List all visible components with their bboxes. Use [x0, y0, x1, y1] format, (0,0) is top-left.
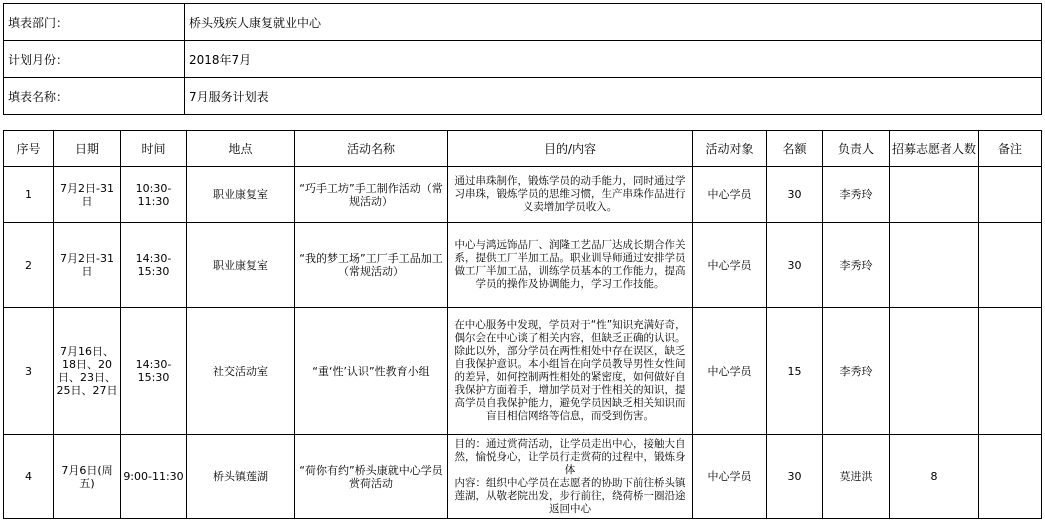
- form-name-label: 填表名称：: [4, 78, 185, 115]
- cell-quota: 30: [767, 167, 823, 223]
- cell-volunteers: [890, 167, 979, 223]
- col-header-leader: 负责人: [823, 131, 890, 167]
- month-value: 2018年7月: [185, 41, 1042, 78]
- table-row: [4, 223, 1042, 308]
- cell-note: [979, 435, 1042, 519]
- cell-leader: 莫进洪: [823, 435, 890, 519]
- department-value: 桥头残疾人康复就业中心: [185, 4, 1042, 41]
- cell-place: 社交活动室: [187, 308, 295, 435]
- cell-note: [979, 167, 1042, 223]
- cell-no: 2: [4, 223, 54, 308]
- cell-date: 7月16日、18日、20日、23日、25日、27日: [54, 308, 121, 435]
- cell-activity-name: “荷你有约”桥头康就中心学员赏荷活动: [295, 435, 448, 519]
- cell-place: 桥头镇莲湖: [187, 435, 295, 519]
- col-header-date: 日期: [54, 131, 121, 167]
- service-plan-table: [3, 130, 1042, 519]
- cell-volunteers: [890, 223, 979, 308]
- cell-date: 7月6日(周五): [54, 435, 121, 519]
- cell-target: 中心学员: [693, 223, 767, 308]
- col-header-quota: 名额: [767, 131, 823, 167]
- cell-leader: 李秀玲: [823, 308, 890, 435]
- cell-target: 中心学员: [693, 167, 767, 223]
- cell-content: 在中心服务中发现，学员对于“性”知识充满好奇，偶尔会在中心谈了相关内容，但缺乏正确的认识。除此以外，部分学员在两性相处中存在误区，缺乏自我保护意识。本小组旨在向学员教导男性女性间的差异，如何控制两性相处的紧密度，如何做好自我保护方面着手，增加学员对于性相关的知识，提高学员自我保护能力，避免学员因缺乏相关知识而盲目相信网络等信息，而受到伤害。: [448, 308, 693, 435]
- header-row-month: [4, 41, 1042, 78]
- table-header-row: [4, 131, 1042, 167]
- cell-quota: 30: [767, 223, 823, 308]
- cell-time: 9:00-11:30: [121, 435, 187, 519]
- table-row: [4, 308, 1042, 435]
- col-header-content: 目的/内容: [448, 131, 693, 167]
- header-row-department: [4, 4, 1042, 41]
- cell-activity-name: “巧手工坊”手工制作活动（常规活动）: [295, 167, 448, 223]
- table-row: [4, 435, 1042, 519]
- col-header-time: 时间: [121, 131, 187, 167]
- cell-place: 职业康复室: [187, 167, 295, 223]
- cell-volunteers: [890, 308, 979, 435]
- cell-quota: 15: [767, 308, 823, 435]
- cell-no: 3: [4, 308, 54, 435]
- table-row: [4, 167, 1042, 223]
- cell-place: 职业康复室: [187, 223, 295, 308]
- cell-target: 中心学员: [693, 435, 767, 519]
- header-table: [3, 3, 1042, 115]
- cell-quota: 30: [767, 435, 823, 519]
- cell-date: 7月2日-31日: [54, 167, 121, 223]
- col-header-activity-name: 活动名称: [295, 131, 448, 167]
- cell-time: 14:30-15:30: [121, 223, 187, 308]
- cell-time: 10:30-11:30: [121, 167, 187, 223]
- form-name-value: 7月服务计划表: [185, 78, 1042, 115]
- col-header-target: 活动对象: [693, 131, 767, 167]
- header-row-form-name: [4, 78, 1042, 115]
- cell-volunteers: 8: [890, 435, 979, 519]
- cell-activity-name: “我的梦工场”工厂手工品加工（常规活动）: [295, 223, 448, 308]
- cell-content: 通过串珠制作，锻炼学员的动手能力，同时通过学习串珠，锻炼学员的思维习惯，生产串珠作品进行义卖增加学员收入。: [448, 167, 693, 223]
- cell-leader: 李秀玲: [823, 223, 890, 308]
- col-header-no: 序号: [4, 131, 54, 167]
- cell-target: 中心学员: [693, 308, 767, 435]
- cell-activity-name: “重‘性’认识”性教育小组: [295, 308, 448, 435]
- cell-no: 1: [4, 167, 54, 223]
- cell-no: 4: [4, 435, 54, 519]
- cell-content: 目的：通过赏荷活动，让学员走出中心，接触大自然，愉悦身心，让学员行走赏荷的过程中，锻炼身体 内容：组织中心学员在志愿者的协助下前往桥头镇莲湖，从敬老院出发，步行前往，绕荷桥一圈沿途返回中心: [448, 435, 693, 519]
- cell-time: 14:30-15:30: [121, 308, 187, 435]
- department-label: 填表部门：: [4, 4, 185, 41]
- col-header-note: 备注: [979, 131, 1042, 167]
- cell-note: [979, 308, 1042, 435]
- col-header-place: 地点: [187, 131, 295, 167]
- cell-content: 中心与鸿远饰品厂、润隆工艺品厂达成长期合作关系，提供工厂半加工品。职业训导师通过安排学员做工厂半加工品，训练学员基本的工作能力，提高学员的操作及协调能力，学习工作技能。: [448, 223, 693, 308]
- cell-leader: 李秀玲: [823, 167, 890, 223]
- month-label: 计划月份：: [4, 41, 185, 78]
- col-header-volunteers: 招募志愿者人数: [890, 131, 979, 167]
- cell-note: [979, 223, 1042, 308]
- cell-date: 7月2日-31日: [54, 223, 121, 308]
